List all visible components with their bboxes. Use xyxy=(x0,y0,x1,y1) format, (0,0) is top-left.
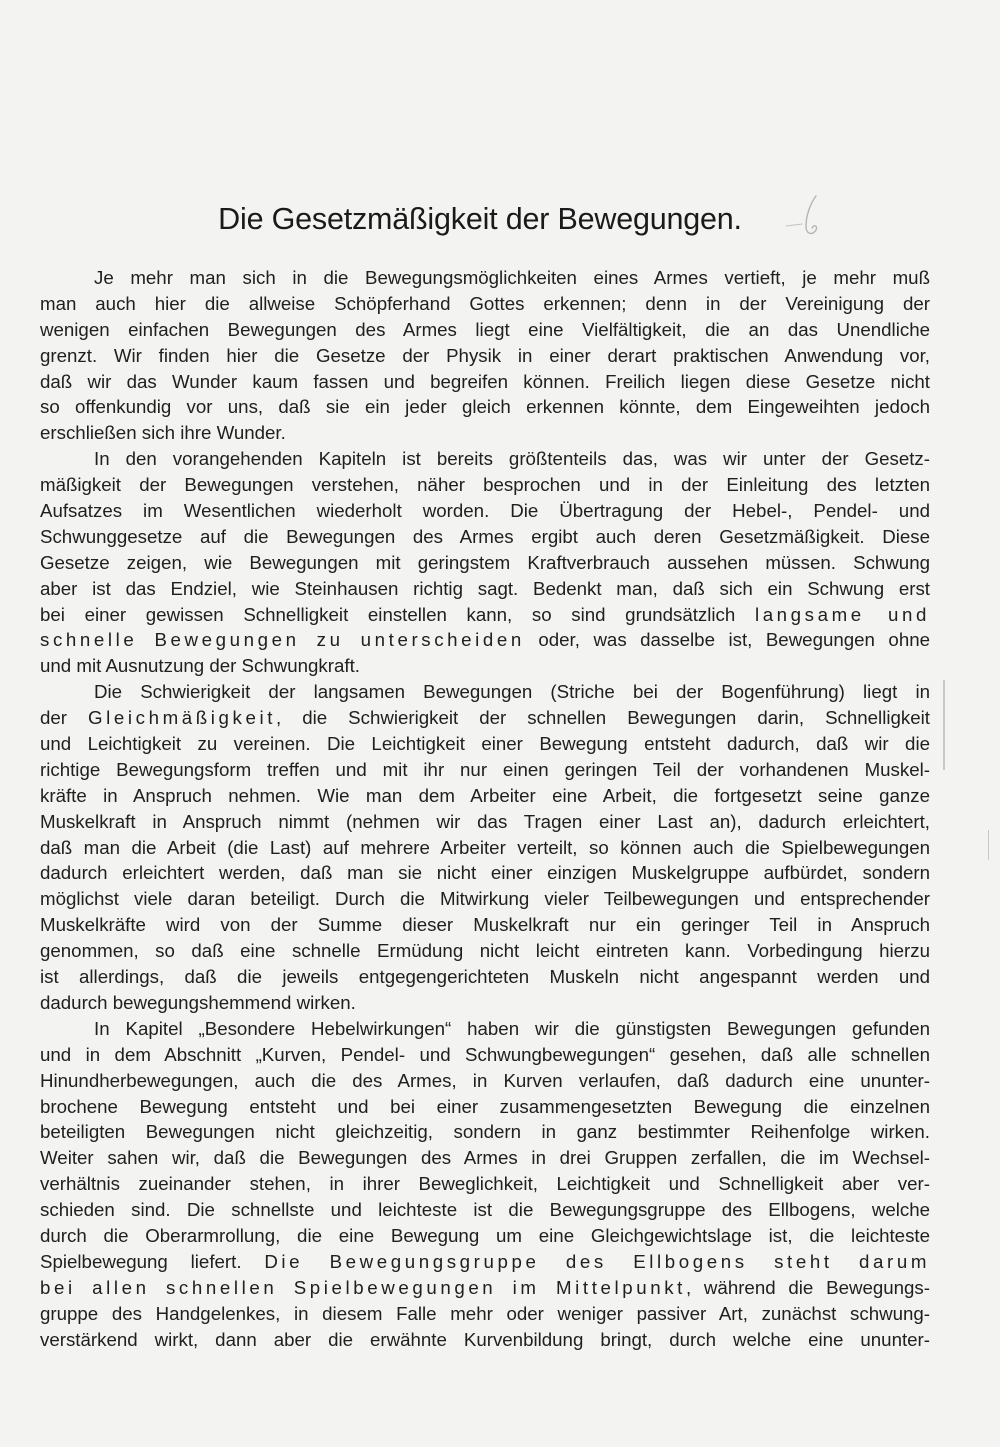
body-text xyxy=(40,265,930,1352)
text-run: der xyxy=(40,707,89,729)
text-line: Weiter sahen wir, daß die Bewegungen des Armes in drei Gruppen zerfallen, die im Wechsel- xyxy=(40,1147,930,1169)
text-run: oder, was dasselbe ist, Bewegungen ohne xyxy=(524,629,931,651)
spaced-emphasis: bei allen schnellen Spielbewegungen im Mittelpunkt xyxy=(40,1276,686,1298)
page-title: Die Gesetzmäßigkeit der Bewegungen. xyxy=(218,202,742,236)
text-line: mäßigkeit der Bewegungen verstehen, näher besprochen und in der Einleitung des letzten xyxy=(40,474,930,496)
text-line: kräfte in Anspruch nehmen. Wie man dem Arbeiter eine Arbeit, die fortgesetzt seine ganze xyxy=(40,784,930,806)
text-line xyxy=(40,627,930,653)
text-line: und mit Ausnutzung der Schwungkraft. xyxy=(40,655,360,677)
text-line: und Leichtigkeit zu vereinen. Die Leichtigkeit einer Bewegung entsteht dadurch, daß wir die xyxy=(40,733,930,755)
text-line: verstärkend wirkt, dann aber die erwähnte Kurvenbildung bringt, durch welche eine ununter- xyxy=(40,1328,930,1350)
text-line: Muskelkraft in Anspruch nimmt (nehmen wir das Tragen einer Last an), dadurch erleichtert, xyxy=(40,810,930,832)
text-line: ist allerdings, daß die jeweils entgegengerichteten Muskeln nicht angespannt werden und xyxy=(40,966,930,988)
text-line: Die Schwierigkeit der langsamen Bewegungen (Striche bei der Bogenführung) liegt in xyxy=(94,681,930,703)
text-line: Muskelkräfte wird von der Summe dieser Muskelkraft nur ein geringer Teil in Anspruch xyxy=(40,914,930,936)
text-run: , während die Bewegungs- xyxy=(685,1276,930,1298)
spaced-emphasis: Gleichmäßigkeit xyxy=(88,707,276,729)
text-line: aber ist das Endziel, wie Steinhausen richtig sagt. Bedenkt man, daß sich ein Schwung erst xyxy=(40,577,930,599)
text-line xyxy=(40,1275,930,1301)
spaced-emphasis: schnelle Bewegungen zu unterscheiden xyxy=(40,629,525,651)
text-line: man auch hier die allweise Schöpferhand Gottes erkennen; denn in der Vereinigung der xyxy=(40,292,930,314)
text-line: Hinundherbewegungen, auch die des Armes, in Kurven verlaufen, daß dadurch eine ununter- xyxy=(40,1069,930,1091)
text-line: so offenkundig vor uns, daß sie ein jeder gleich erkennen könnte, dem Eingeweihten jedoch xyxy=(40,396,930,418)
text-line: genommen, so daß eine schnelle Ermüdung nicht leicht eintreten kann. Vorbedingung hierzu xyxy=(40,940,930,962)
text-line: gruppe des Handgelenkes, in diesem Falle mehr oder weniger passiver Art, zunächst schwung- xyxy=(40,1302,930,1324)
text-line: brochene Bewegung entsteht und bei einer zusammengesetzten Bewegung die einzelnen xyxy=(40,1095,930,1117)
text-line: wenigen einfachen Bewegungen des Armes liegt eine Vielfältigkeit, die an das Unendliche xyxy=(40,318,930,340)
text-line: daß wir das Wunder kaum fassen und begreifen können. Freilich liegen diese Gesetze nicht xyxy=(40,370,930,392)
text-line: dadurch bewegungshemmend wirken. xyxy=(40,991,356,1013)
text-line: möglichst viele daran beteiligt. Durch die Mitwirkung vieler Teilbewegungen und entsprechender xyxy=(40,888,930,910)
text-line xyxy=(40,705,930,731)
spaced-emphasis: langsame und xyxy=(754,603,930,625)
margin-pencil-line xyxy=(943,680,945,770)
text-line: durch die Oberarmrollung, die eine Bewegung um eine Gleichgewichtslage ist, die leichteste xyxy=(40,1224,930,1246)
text-line: grenzt. Wir finden hier die Gesetze der Physik in einer derart praktischen Anwendung vor, xyxy=(40,344,930,366)
text-line: In den vorangehenden Kapiteln ist bereits größtenteils das, was wir unter der Gesetz- xyxy=(94,448,930,470)
text-line xyxy=(40,602,930,628)
handwritten-pencil-mark xyxy=(782,190,826,242)
text-line: In Kapitel „Besondere Hebelwirkungen“ haben wir die günstigsten Bewegungen gefunden xyxy=(94,1017,930,1039)
text-line: verhältnis zueinander stehen, in ihrer Beweglichkeit, Leichtigkeit und Schnelligkeit aber ver- xyxy=(40,1173,930,1195)
text-line: und in dem Abschnitt „Kurven, Pendel- und Schwungbewegungen“ gesehen, daß alle schnellen xyxy=(40,1043,930,1065)
text-line: Schwunggesetze auf die Bewegungen des Armes ergibt auch deren Gesetzmäßigkeit. Diese xyxy=(40,525,930,547)
text-line: daß man die Arbeit (die Last) auf mehrere Arbeiter verteilt, so können auch die Spielbewegungen xyxy=(40,836,930,858)
text-line: erschließen sich ihre Wunder. xyxy=(40,422,286,444)
text-line: beteiligten Bewegungen nicht gleichzeitig, sondern in ganz bestimmter Reihenfolge wirken. xyxy=(40,1121,930,1143)
text-line: schieden sind. Die schnellste und leichteste ist die Bewegungsgruppe des Ellbogens, welche xyxy=(40,1199,930,1221)
text-run: , die Schwierigkeit der schnellen Bewegungen darin, Schnelligkeit xyxy=(276,707,930,729)
text-run: bei einer gewissen Schnelligkeit einstellen kann, so sind grundsätzlich xyxy=(40,603,755,625)
text-line: Aufsatzes im Wesentlichen wiederholt worden. Die Übertragung der Hebel-, Pendel- und xyxy=(40,500,930,522)
margin-pencil-line xyxy=(988,830,989,860)
text-line: Je mehr man sich in die Bewegungsmöglichkeiten eines Armes vertieft, je mehr muß xyxy=(94,267,930,288)
text-line: richtige Bewegungsform treffen und mit ihr nur einen geringen Teil der vorhandenen Muskel- xyxy=(40,758,930,780)
text-line: dadurch erleichtert werden, daß man sie nicht einer einzigen Muskelgruppe aufbürdet, sondern xyxy=(40,862,930,884)
spaced-emphasis: Die Bewegungsgruppe des Ellbogens steht darum xyxy=(264,1250,930,1272)
text-run: Spielbewegung liefert. xyxy=(40,1250,265,1272)
text-line: Gesetze zeigen, wie Bewegungen mit geringstem Kraftverbrauch aussehen müssen. Schwung xyxy=(40,551,930,573)
text-line xyxy=(40,1249,930,1275)
